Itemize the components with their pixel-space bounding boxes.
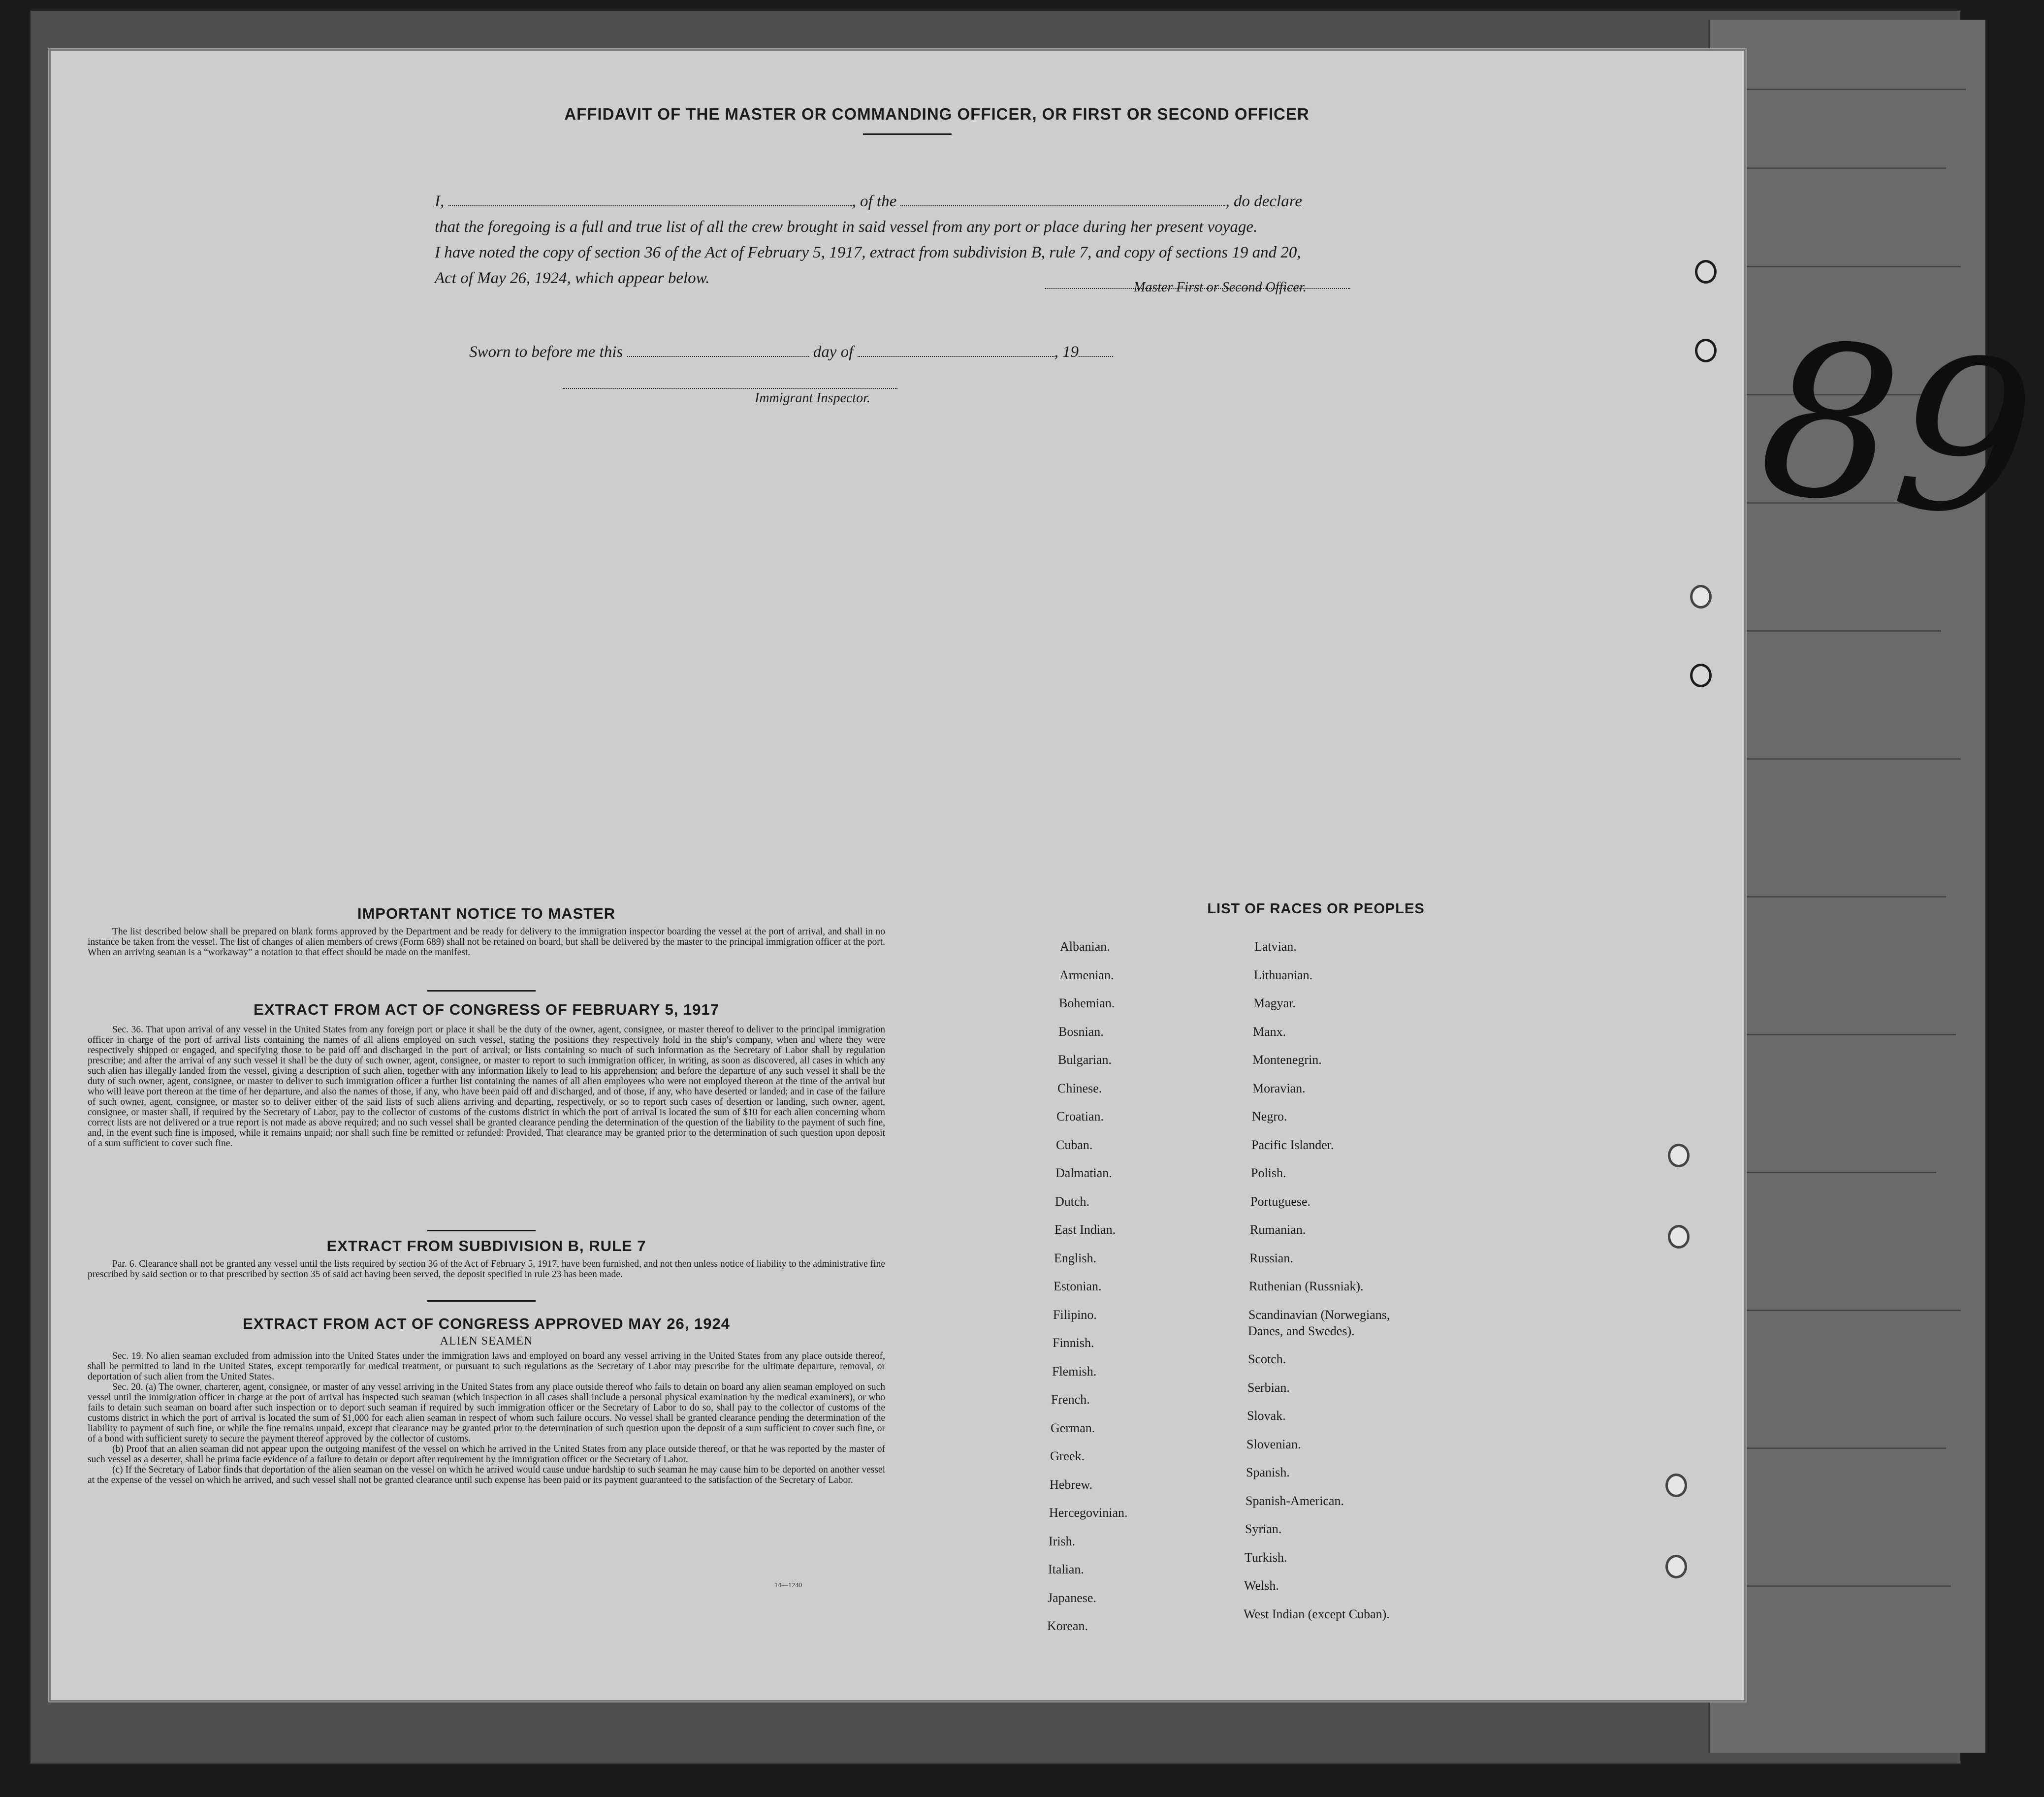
vessel-label: , of the xyxy=(852,193,897,210)
race-item: East Indian. xyxy=(1054,1222,1116,1237)
race-item: Estonian. xyxy=(1054,1279,1102,1293)
race-item: Italian. xyxy=(1048,1562,1084,1576)
race-item: Bulgarian. xyxy=(1058,1053,1112,1067)
section-20c-body: (c) If the Secretary of Labor finds that deportation of the alien seaman on the vessel on which he arrived would cause undue hardship to such seaman he may cause him to be deported on another vessel at the expense of the vessel on which he arrived, and such vessel shall not be granted clearance until such expense has been paid or its payment guaranteed to the satisfaction of the Secretary of Labor. xyxy=(88,1465,885,1485)
race-item: French. xyxy=(1051,1392,1090,1407)
race-item: Syrian. xyxy=(1245,1522,1282,1536)
race-item: Korean. xyxy=(1047,1619,1088,1633)
punch-hole xyxy=(1690,585,1712,609)
race-item: Armenian. xyxy=(1059,967,1114,982)
race-item: Spanish. xyxy=(1246,1465,1290,1479)
race-item: Filipino. xyxy=(1053,1307,1097,1322)
race-item: Pacific Islander. xyxy=(1251,1137,1334,1152)
race-item: Japanese. xyxy=(1048,1590,1096,1605)
race-item: Chinese. xyxy=(1057,1081,1102,1095)
race-item: Bosnian. xyxy=(1058,1024,1104,1039)
race-item: Albanian. xyxy=(1060,939,1110,954)
day-of-label: day of xyxy=(813,343,854,361)
extract-1924-title: EXTRACT FROM ACT OF CONGRESS APPROVED MAY 26, 1924 xyxy=(243,1315,730,1332)
race-item: Cuban. xyxy=(1056,1137,1093,1152)
race-item: Moravian. xyxy=(1252,1081,1306,1095)
race-item: Hercegovinian. xyxy=(1049,1506,1128,1520)
race-item: Manx. xyxy=(1253,1024,1286,1039)
race-item: Flemish. xyxy=(1052,1364,1097,1379)
section-rule xyxy=(427,1230,536,1231)
race-item: West Indian (except Cuban). xyxy=(1244,1606,1390,1621)
extract-rule-7-body: Par. 6. Clearance shall not be granted any vessel until the lists required by section 36 of the Act of February 5, 1917, have been furnished, and not then unless notice of liability to the administrative fine prescribed by said section or to that prescribed by section 35 of said act having been served, the deposit specified in rule 23 has been made. xyxy=(88,1259,885,1280)
punch-hole xyxy=(1668,1144,1690,1167)
sworn-day-field[interactable] xyxy=(627,341,809,357)
inspector-signature-field[interactable] xyxy=(563,373,897,389)
race-item: Montenegrin. xyxy=(1252,1053,1322,1067)
race-item: Scandinavian (Norwegians, xyxy=(1248,1307,1390,1322)
race-item: Welsh. xyxy=(1244,1578,1279,1593)
handwritten-page-number: 89 xyxy=(1750,294,2044,568)
race-item: Portuguese. xyxy=(1250,1194,1311,1209)
section-20a-body: Sec. 20. (a) The owner, charterer, agent, consignee, or master of any vessel arriving in the United States from any place outside thereof who fails to detain on board any alien seaman employed on such vessel until the immigration officer in charge at the port of arrival has inspected such seaman (which inspection in all cases shall include a personal physical examination by the medical examiners), or who fails to detain such seaman on board after such inspection or to deport such seaman if required by such immigration officer or the Secretary of Labor to do so, shall pay to the collector of customs of the customs district in which the port of arrival is located the sum of $1,000 for each alien seaman in respect of whom such failure occurs. No vessel shall be granted clearance pending the determination of the liability to payment of such fine, or while the fine remains unpaid, except that clearance may be granted prior to the determination of such question upon the deposit of a sum sufficient to cover such fine, or of a bond with sufficient surety to secure the payment thereof approved by the collector of customs. xyxy=(88,1382,885,1444)
race-item: Slovak. xyxy=(1247,1409,1286,1423)
sworn-month-field[interactable] xyxy=(858,341,1054,357)
declarant-label: I, xyxy=(435,193,445,210)
race-item: German. xyxy=(1051,1420,1095,1435)
race-item: Hebrew. xyxy=(1050,1477,1093,1492)
extract-1924 xyxy=(88,1315,885,1485)
races-title: LIST OF RACES OR PEOPLES xyxy=(1207,901,1425,917)
extract-rule-7-title: EXTRACT FROM SUBDIVISION B, RULE 7 xyxy=(326,1237,646,1254)
race-item: English. xyxy=(1054,1251,1096,1265)
alien-seamen-subtitle: ALIEN SEAMEN xyxy=(440,1335,533,1348)
punch-hole xyxy=(1665,1474,1687,1497)
master-caption: Master First or Second Officer. xyxy=(1134,280,1307,295)
notice-title: IMPORTANT NOTICE TO MASTER xyxy=(357,905,616,922)
race-item: Rumanian. xyxy=(1250,1222,1306,1237)
extract-rule-7 xyxy=(88,1237,885,1280)
adjacent-crew-list-sheet xyxy=(1708,20,1985,1753)
race-item: Turkish. xyxy=(1245,1550,1287,1565)
title-rule xyxy=(863,133,952,135)
punch-hole xyxy=(1665,1555,1687,1578)
sworn-year-field[interactable] xyxy=(1079,341,1113,357)
punch-hole xyxy=(1668,1225,1690,1249)
race-item: Latvian. xyxy=(1254,939,1297,954)
extract-1917-title: EXTRACT FROM ACT OF CONGRESS OF FEBRUARY 5, 1917 xyxy=(254,1001,719,1018)
punch-hole xyxy=(1695,260,1717,284)
form-code: 14—1240 xyxy=(774,1582,802,1589)
affidavit-title: AFFIDAVIT OF THE MASTER OR COMMANDING OFFICER, OR FIRST OR SECOND OFFICER xyxy=(564,105,1309,123)
declarant-name-field[interactable] xyxy=(448,191,852,206)
race-item: Dalmatian. xyxy=(1055,1166,1112,1180)
race-item: Croatian. xyxy=(1056,1109,1104,1123)
sworn-label: Sworn to before me this xyxy=(469,343,623,361)
declaration-line xyxy=(435,189,1429,214)
affidavit-page xyxy=(49,49,1746,1701)
race-item: Danes, and Swedes). xyxy=(1248,1323,1355,1338)
race-item: Finnish. xyxy=(1053,1336,1094,1350)
vessel-name-field[interactable] xyxy=(900,191,1225,206)
affidavit-line-4: Act of May 26, 1924, which appear below. xyxy=(435,269,710,287)
inspector-caption: Immigrant Inspector. xyxy=(755,390,870,406)
race-item: Polish. xyxy=(1251,1166,1286,1180)
race-item: Russian. xyxy=(1249,1251,1293,1265)
important-notice xyxy=(88,905,885,958)
race-item: Slovenian. xyxy=(1246,1437,1301,1451)
race-item: Greek. xyxy=(1050,1449,1085,1463)
affidavit-line-2: that the foregoing is a full and true list of all the crew brought in said vessel from any port or place during her present voyage. xyxy=(435,218,1258,236)
race-item: Serbian. xyxy=(1247,1380,1290,1395)
section-rule xyxy=(427,1300,536,1302)
notice-body: The list described below shall be prepared on blank forms approved by the Department and be ready for delivery to the immigration inspector boarding the vessel at the port of arrival, and shall in no instance be taken from the vessel. The list of changes of alien members of crews (Form 689) shall not be retained on board, but shall be delivered by the master to the principal immigration officer at the port. When an arriving seaman is a “workaway” a notation to that effect should be made on the manifest. xyxy=(88,927,885,958)
race-item: Negro. xyxy=(1252,1109,1287,1123)
race-item: Irish. xyxy=(1049,1534,1076,1548)
race-item: Bohemian. xyxy=(1059,996,1115,1010)
race-item: Lithuanian. xyxy=(1254,967,1313,982)
punch-hole xyxy=(1690,664,1712,687)
race-item: Magyar. xyxy=(1253,996,1296,1010)
extract-1917 xyxy=(88,1001,885,1149)
declare-label: , do declare xyxy=(1225,193,1302,210)
section-rule xyxy=(427,990,536,992)
punch-hole xyxy=(1695,339,1717,362)
sworn-line xyxy=(469,341,1113,361)
race-item: Ruthenian (Russniak). xyxy=(1249,1279,1364,1293)
race-item: Spanish-American. xyxy=(1246,1493,1344,1508)
section-20b-body: (b) Proof that an alien seaman did not appear upon the outgoing manifest of the vessel on which he arrived in the United States from any place outside thereof, or that he was reported by the master of such vessel as a deserter, shall be prima facie evidence of a failure to detain or deport after requirement by the immigration officer or the Secretary of Labor. xyxy=(88,1444,885,1465)
year-label: , 19 xyxy=(1054,343,1079,361)
section-19-body: Sec. 19. No alien seaman excluded from admission into the United States under the immigration laws and employed on board any vessel arriving in the United States from any place outside thereof, shall be permitted to land in the United States, except temporarily for medical treatment, or pursuant to such regulations as the Secretary of Labor may prescribe for the ultimate departure, removal, or deportation of such alien from the United States. xyxy=(88,1351,885,1382)
extract-1917-body: Sec. 36. That upon arrival of any vessel in the United States from any foreign port or place it shall be the duty of the owner, agent, consignee, or master thereof to deliver to the principal immigration officer in charge of the port of arrival lists containing the names of all aliens employed on such vessel, stating the positions they respectively hold in the ship's company, when and where they were respectively shipped or engaged, and specifying those to be paid off and discharged in the port of arrival; or lists containing so much of such information as the Secretary of Labor shall by regulation prescribe; and after the arrival of any such vessel it shall be the duty of such owner, agent, consignee, or master to report to such immigration officer, in writing, as soon as discovered, all cases in which any such alien has illegally landed from the vessel, giving a description of such alien, together with any information likely to lead to his apprehension; and before the departure of any such vessel it shall be the duty of such owner, agent, consignee, or master to deliver to such immigration officer a further list containing the names of all alien employees who were not employed thereon at the time of the arrival but who will leave port thereon at the time of her departure, and also the names of those, if any, who have been paid off and discharged, and of those, if any, who have deserted or landed; and in case of the failure of such owner, agent, consignee, or master so to deliver either of the said lists of such aliens arriving and departing, respectively, or so to report such cases of desertion or landing, such owner, agent, consignee, or master shall, if required by the Secretary of Labor, pay to the collector of customs of the customs district in which the port of arrival is located the sum of $10 for each alien concerning whom correct lists are not delivered or a true report is not made as above required; and no such vessel shall be granted clearance pending the determination of the question of the liability to the payment of such fine, and, in the event such fine is imposed, while it remains unpaid; nor shall such fine be remitted or refunded: Provided, That clearance may be granted prior to the determination of such question upon deposit of a sum sufficient to cover such fine. xyxy=(88,1025,885,1149)
race-item: Scotch. xyxy=(1248,1352,1286,1366)
race-item: Dutch. xyxy=(1055,1194,1090,1209)
affidavit-line-3: I have noted the copy of section 36 of the Act of February 5, 1917, extract from subdivision B, rule 7, and copy of sections 19 and 20, xyxy=(435,244,1301,261)
